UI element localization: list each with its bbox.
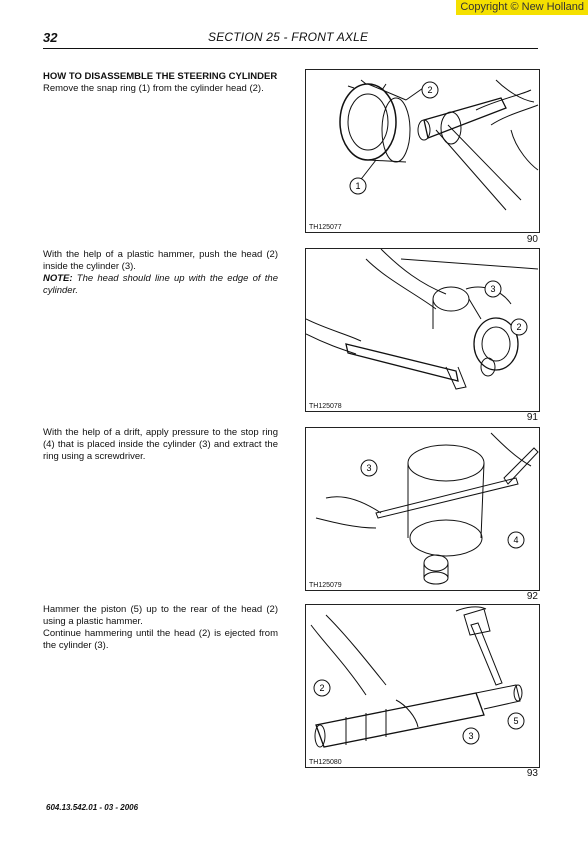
callout-2: 2 <box>516 322 522 332</box>
step-2-text <box>43 249 278 297</box>
step-2-instruction: With the help of a plastic hammer, push the head (2) inside the cylinder (3). <box>43 249 278 272</box>
figure-code: TH125079 <box>309 582 342 589</box>
page-number: 32 <box>43 30 58 45</box>
figure-number-92: 92 <box>526 591 538 602</box>
figure-number-90: 90 <box>526 234 538 245</box>
step-3-instruction: With the help of a drift, apply pressure to the stop ring (4) that is placed inside the cylinder (3) and extract the ring using a screwdriver. <box>43 427 278 462</box>
snap-ring-removal-illustration <box>306 70 539 232</box>
callout-3: 3 <box>468 731 474 741</box>
section-title: SECTION 25 - FRONT AXLE <box>208 30 369 44</box>
step-4-text <box>43 604 278 652</box>
note-text: The head should line up with the edge of the cylinder. <box>43 273 278 296</box>
callout-3: 3 <box>490 284 496 294</box>
figure-93 <box>305 604 540 768</box>
note-label: NOTE: <box>43 273 73 284</box>
step-2-note <box>43 273 278 297</box>
step-3-text <box>43 427 278 463</box>
page-header <box>43 30 538 49</box>
step-4-instruction: Hammer the piston (5) up to the rear of the head (2) using a plastic hammer. <box>43 604 278 627</box>
piston-hammering-illustration <box>306 605 539 767</box>
figure-code: TH125078 <box>309 403 342 410</box>
figure-92 <box>305 427 540 591</box>
figure-90 <box>305 69 540 233</box>
step-1-text <box>43 71 278 95</box>
callout-3: 3 <box>366 463 372 473</box>
callout-1: 1 <box>355 181 361 191</box>
figure-code: TH125080 <box>309 759 342 766</box>
stop-ring-extraction-illustration <box>306 428 539 590</box>
push-head-illustration <box>306 249 539 411</box>
figure-code: TH125077 <box>309 224 342 231</box>
copyright-badge: Copyright © New Holland <box>456 0 588 15</box>
step-1-heading: HOW TO DISASSEMBLE THE STEERING CYLINDER <box>43 71 278 82</box>
figure-number-91: 91 <box>526 412 538 423</box>
figure-number-93: 93 <box>526 768 538 779</box>
callout-5: 5 <box>513 716 519 726</box>
document-footer: 604.13.542.01 - 03 - 2006 <box>46 803 139 812</box>
callout-2: 2 <box>319 683 325 693</box>
callout-2: 2 <box>427 85 433 95</box>
step-4-instruction-continued: Continue hammering until the head (2) is ejected from the cylinder (3). <box>43 628 278 651</box>
callout-4: 4 <box>513 535 519 545</box>
figure-91 <box>305 248 540 412</box>
step-1-instruction: Remove the snap ring (1) from the cylinder head (2). <box>43 83 264 94</box>
